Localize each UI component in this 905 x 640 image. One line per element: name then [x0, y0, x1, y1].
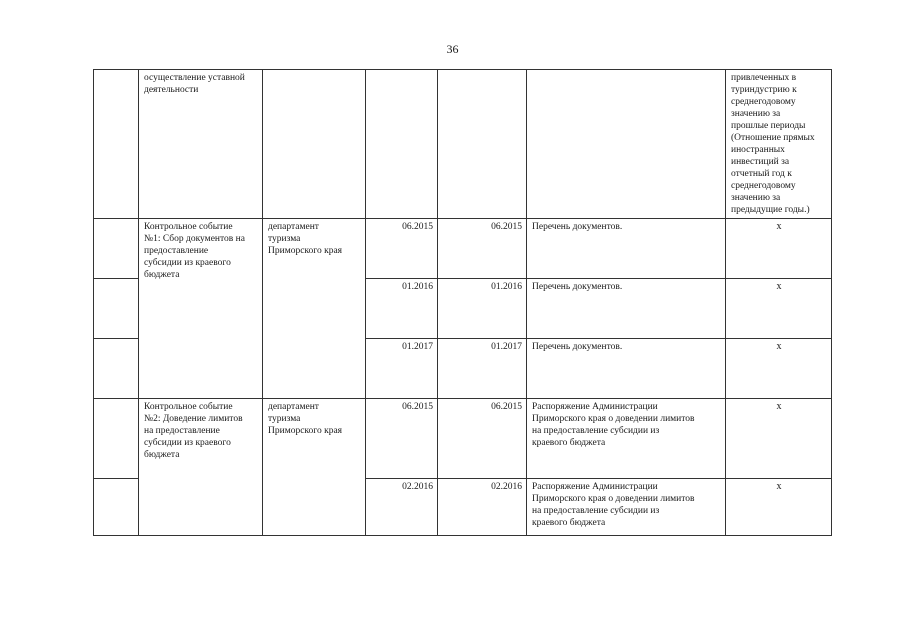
result-cell: [527, 219, 726, 279]
executor-text: департамент туризма Приморского края: [268, 222, 343, 256]
start-date: 06.2015: [402, 222, 433, 232]
end-date-cell: [438, 219, 527, 279]
event-text: Контрольное событие №2: Доведение лимитов на предоставление субсидии из краевого бюджета: [144, 402, 243, 460]
executor-cell: [263, 70, 366, 219]
end-date: 06.2015: [491, 222, 522, 232]
result-cell: [527, 70, 726, 219]
indicator-cell: [726, 219, 832, 279]
indicator-cell: [726, 339, 832, 399]
start-date-cell: [366, 219, 438, 279]
end-date-cell: [438, 399, 527, 479]
indicator-mark: x: [776, 481, 782, 492]
number-cell: [94, 339, 139, 399]
start-date-cell: [366, 339, 438, 399]
indicator-cell: [726, 399, 832, 479]
indicator-cell: [726, 279, 832, 339]
end-date-cell: [438, 339, 527, 399]
indicator-mark: x: [776, 341, 782, 352]
indicator-cell: [726, 70, 832, 219]
executor-text: департамент туризма Приморского края: [268, 402, 343, 436]
result-cell: [527, 279, 726, 339]
result-text: Перечень документов.: [532, 282, 623, 292]
start-date-cell: [366, 70, 438, 219]
start-date-cell: [366, 279, 438, 339]
indicator-mark: x: [776, 401, 782, 412]
result-text: Перечень документов.: [532, 342, 623, 352]
end-date: 06.2015: [491, 402, 522, 412]
event-cell: [139, 399, 263, 536]
start-date: 06.2015: [402, 402, 433, 412]
event-cell: [139, 219, 263, 399]
number-cell: [94, 479, 139, 536]
indicator-text: привлеченных в туриндустрию к среднегодовому значению за прошлые периоды (Отношение прямых иностранных инвестиций за отчетный год к среднегодовому значению за предыдущие годы.): [731, 73, 815, 215]
number-cell: [94, 279, 139, 339]
event-text: осуществление уставной деятельности: [144, 73, 245, 95]
number-cell: [94, 399, 139, 479]
event-text: Контрольное событие №1: Сбор документов на предоставление субсидии из краевого бюджета: [144, 222, 245, 280]
end-date: 02.2016: [491, 482, 522, 492]
result-text: Перечень документов.: [532, 222, 623, 232]
indicator-mark: x: [776, 281, 782, 292]
start-date: 01.2017: [402, 342, 433, 352]
indicator-mark: x: [776, 221, 782, 232]
start-date: 02.2016: [402, 482, 433, 492]
number-cell: [94, 70, 139, 219]
end-date: 01.2017: [491, 342, 522, 352]
result-text: Распоряжение Администрации Приморского края о доведении лимитов на предоставление субсидии из краевого бюджета: [532, 402, 695, 448]
event-cell: [139, 70, 263, 219]
result-cell: [527, 479, 726, 536]
result-text: Распоряжение Администрации Приморского края о доведении лимитов на предоставление субсидии из краевого бюджета: [532, 482, 695, 528]
indicator-cell: [726, 479, 832, 536]
end-date: 01.2016: [491, 282, 522, 292]
number-cell: [94, 219, 139, 279]
end-date-cell: [438, 70, 527, 219]
page-number: 36: [446, 42, 459, 56]
start-date: 01.2016: [402, 282, 433, 292]
start-date-cell: [366, 479, 438, 536]
end-date-cell: [438, 479, 527, 536]
table-row: [94, 399, 832, 479]
table-row: [94, 70, 832, 219]
program-events-table: [93, 69, 832, 536]
table-row: [94, 219, 832, 279]
executor-cell: [263, 399, 366, 536]
result-cell: [527, 339, 726, 399]
start-date-cell: [366, 399, 438, 479]
result-cell: [527, 399, 726, 479]
executor-cell: [263, 219, 366, 399]
end-date-cell: [438, 279, 527, 339]
